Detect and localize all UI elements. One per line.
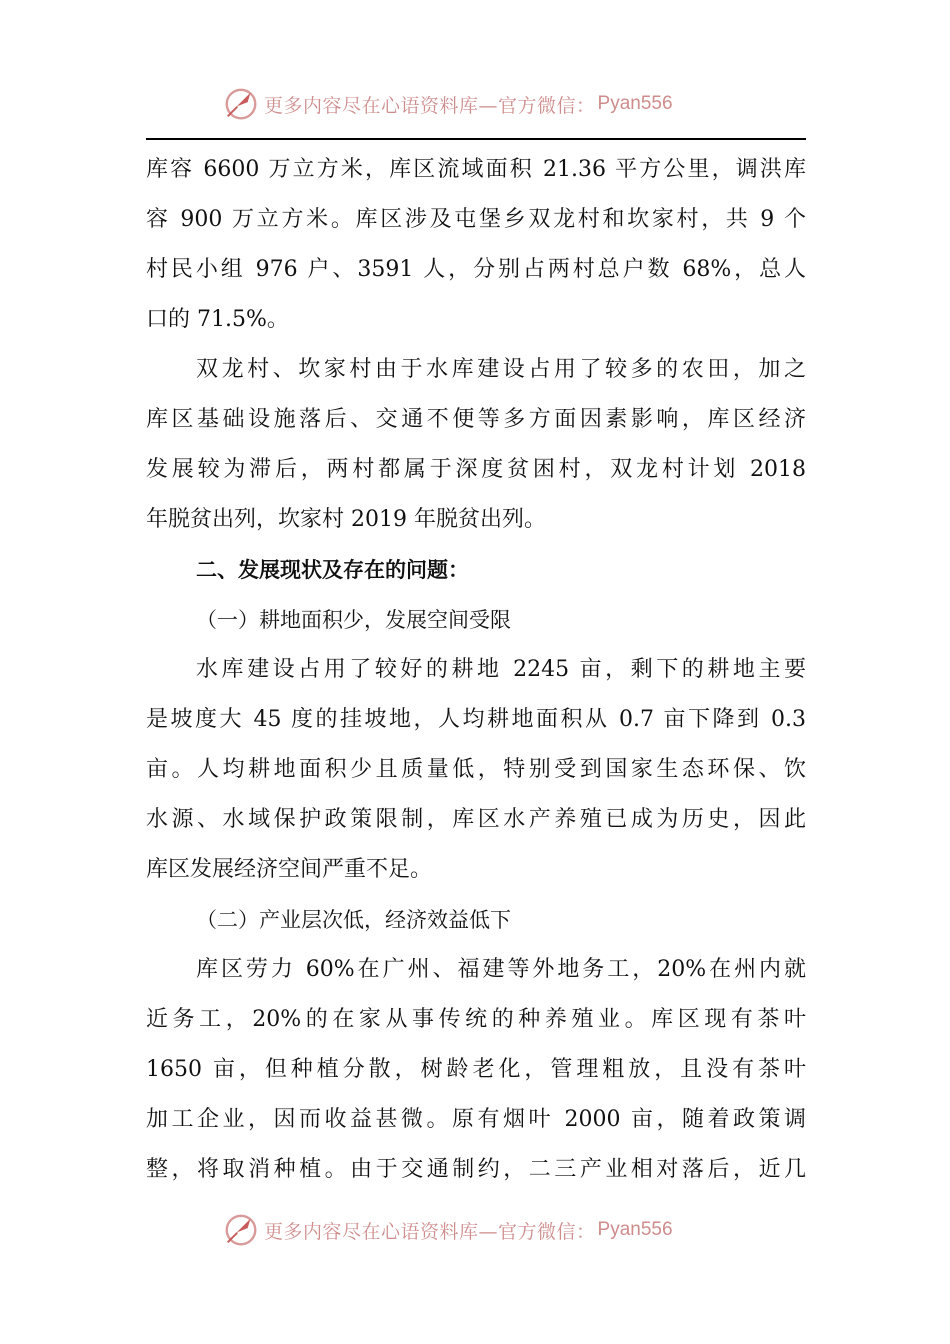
quill-logo-icon [222,1211,260,1249]
body-line: 容 900 万立方米。库区涉及屯堡乡双龙村和坎家村，共 9 个 [146,207,806,232]
subsection-heading: （二）产业层次低，经济效益低下 [196,908,511,932]
body-line: 口的 71.5%。 [146,307,289,332]
body-line: 1650 亩，但种植分散，树龄老化，管理粗放，且没有茶叶 [146,1057,806,1082]
header-watermark [222,84,673,124]
body-line: 发展较为滞后，两村都属于深度贫困村，双龙村计划 2018 [146,457,806,482]
subsection-heading: （一）耕地面积少，发展空间受限 [196,608,511,632]
document-body [146,145,806,1195]
body-line: 整，将取消种植。由于交通制约，二三产业相对落后，近几 [146,1157,806,1182]
body-line: 库容 6600 万立方米，库区流域面积 21.36 平方公里，调洪库 [146,157,806,182]
watermark-text: 更多内容尽在心语资料库—官方微信： [264,94,596,117]
body-line: 双龙村、坎家村由于水库建设占用了较多的农田，加之 [196,357,806,382]
section-heading: 二、发展现状及存在的问题： [196,558,469,582]
body-line: 近务工，20%的在家从事传统的种养殖业。库区现有茶叶 [146,1007,806,1032]
body-line: 库区基础设施落后、交通不便等多方面因素影响，库区经济 [146,407,806,432]
watermark-wechat-id: Pyan556 [597,93,673,114]
body-line: 库区劳力 60%在广州、福建等外地务工，20%在州内就 [196,957,806,982]
body-line: 加工企业，因而收益甚微。原有烟叶 2000 亩，随着政策调 [146,1107,806,1132]
body-line: 水库建设占用了较好的耕地 2245 亩，剩下的耕地主要 [196,657,806,682]
body-line: 库区发展经济空间严重不足。 [146,857,433,882]
body-line: 村民小组 976 户、3591 人，分别占两村总户数 68%，总人 [146,257,806,282]
header-rule [146,138,806,140]
footer-watermark [222,1210,673,1250]
body-line: 年脱贫出列，坎家村 2019 年脱贫出列。 [146,507,546,532]
body-line: 亩。人均耕地面积少且质量低，特别受到国家生态环保、饮 [146,757,806,782]
quill-logo-icon [222,85,260,123]
body-line: 是坡度大 45 度的挂坡地，人均耕地面积从 0.7 亩下降到 0.3 [146,707,806,732]
watermark-text: 更多内容尽在心语资料库—官方微信： [264,1220,596,1243]
watermark-wechat-id: Pyan556 [597,1219,673,1240]
body-line: 水源、水域保护政策限制，库区水产养殖已成为历史，因此 [146,807,806,832]
